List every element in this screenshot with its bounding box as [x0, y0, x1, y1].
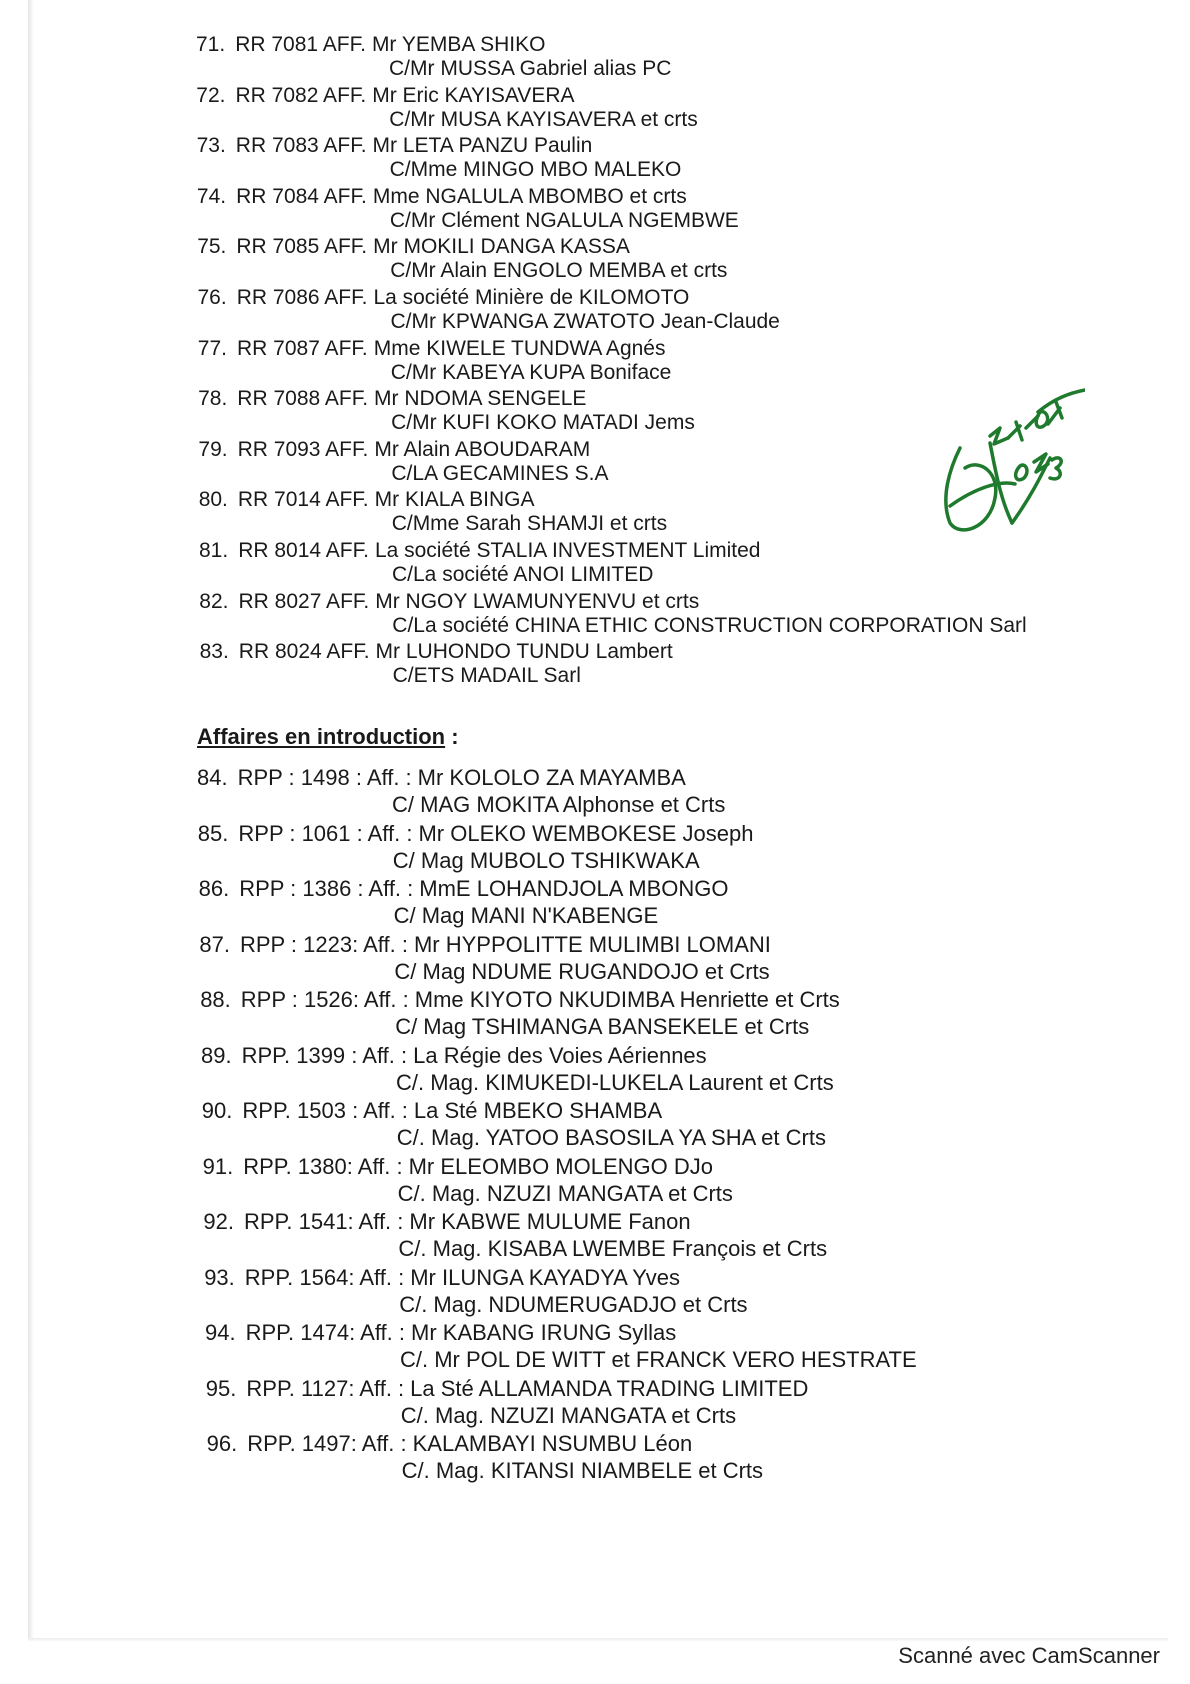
case-defendant: C/ Mag MUBOLO TSHIKWAKA	[392, 847, 700, 873]
case-defendant: C/Mr Clément NGALULA NGEMBWE	[389, 208, 739, 232]
case-number: 96.	[206, 1431, 238, 1456]
case-entry	[197, 134, 593, 158]
case-entry	[197, 766, 686, 790]
case-defendant: C/Mr MUSSA Gabriel alias PC	[389, 57, 672, 80]
case-number: 80.	[198, 488, 228, 512]
case-defendant: C/La société CHINA ETHIC CONSTRUCTION CORPORATION Sarl	[392, 613, 1027, 637]
case-entry	[206, 1377, 809, 1401]
case-plaintiff: Mr HYPPOLITTE MULIMBI LOMANI	[413, 931, 771, 957]
case-entry	[197, 235, 630, 259]
case-entry	[198, 286, 690, 310]
case-defendant: C/. Mag. NZUZI MANGATA et Crts	[400, 1402, 737, 1428]
case-plaintiff: Mr LETA PANZU Paulin	[372, 134, 593, 158]
case-defendant: C/ Mag TSHIMANGA BANSEKELE et Crts	[395, 1014, 810, 1039]
case-reference: RR 7086 AFF.	[236, 286, 368, 309]
case-plaintiff: La Sté ALLAMANDA TRADING LIMITED	[410, 1375, 809, 1401]
case-number: 83.	[199, 640, 229, 664]
case-number: 78.	[198, 387, 228, 411]
case-entry	[199, 933, 771, 957]
case-reference: RR 7082 AFF.	[235, 83, 367, 107]
case-plaintiff: Mr NDOMA SENGELE	[374, 387, 587, 411]
case-defendant: C/Mr Alain ENGOLO MEMBA et crts	[390, 259, 728, 283]
case-number: 81.	[199, 539, 229, 562]
case-defendant: C/ Mag MANI N'KABENGE	[393, 903, 659, 928]
scanner-watermark: Scanné avec CamScanner	[898, 1643, 1160, 1668]
case-reference: RPP : 1061 : Aff. :	[238, 820, 413, 846]
case-reference: RPP : 1386 : Aff. :	[239, 876, 414, 901]
case-number: 72.	[196, 83, 226, 107]
case-entry	[198, 438, 590, 462]
case-reference: RPP : 1223: Aff. :	[239, 931, 408, 957]
case-plaintiff: Mr KABANG IRUNG Syllas	[411, 1320, 677, 1345]
case-plaintiff: Mme KIWELE TUNDWA Agnés	[373, 336, 666, 360]
scan-bottom-edge-shadow	[28, 1638, 1168, 1642]
case-entry	[196, 84, 574, 108]
case-plaintiff: Mr Eric KAYISAVERA	[372, 83, 575, 107]
case-reference: RPP. 1497: Aff. :	[247, 1431, 407, 1456]
case-plaintiff: KALAMBAYI NSUMBU Léon	[412, 1431, 693, 1456]
case-entry	[197, 185, 687, 209]
case-defendant: C/. Mag. NZUZI MANGATA et Crts	[397, 1180, 733, 1206]
case-entry	[196, 33, 545, 57]
case-reference: RR 7083 AFF.	[235, 134, 367, 158]
case-number: 92.	[203, 1209, 234, 1234]
case-defendant: C/. Mag. KISABA LWEMBE François et Crts	[398, 1236, 828, 1261]
case-number: 88.	[200, 987, 231, 1012]
case-defendant: C/Mr KPWANGA ZWATOTO Jean-Claude	[390, 310, 780, 333]
case-plaintiff: La société Minière de KILOMOTO	[373, 286, 690, 309]
case-entry	[200, 988, 840, 1012]
case-number: 87.	[199, 931, 230, 957]
case-entry	[201, 1044, 707, 1068]
case-number: 89.	[201, 1042, 232, 1068]
case-entry	[200, 640, 673, 664]
case-defendant: C/. Mr POL DE WITT et FRANCK VERO HESTRATE	[400, 1347, 917, 1372]
case-entry	[203, 1155, 713, 1179]
case-reference: RR 7088 AFF.	[237, 387, 369, 411]
case-defendant: C/Mr KUFI KOKO MATADI Jems	[391, 411, 695, 435]
case-number: 85.	[197, 820, 229, 846]
case-number: 95.	[205, 1375, 237, 1401]
case-plaintiff: Mr Alain ABOUDARAM	[374, 437, 591, 461]
case-reference: RPP : 1526: Aff. :	[240, 987, 409, 1012]
case-reference: RPP. 1127: Aff. :	[246, 1375, 405, 1401]
case-plaintiff: MmE LOHANDJOLA MBONGO	[419, 876, 729, 901]
case-defendant: C/ MAG MOKITA Alphonse et Crts	[392, 792, 726, 817]
case-entry	[205, 1321, 676, 1345]
case-reference: RR 7014 AFF.	[237, 488, 369, 512]
section-heading-introduction: Affaires en introduction :	[197, 724, 459, 749]
case-entry	[199, 590, 699, 614]
case-reference: RPP. 1399 : Aff. :	[241, 1042, 408, 1068]
case-number: 86.	[198, 876, 230, 901]
case-number: 75.	[197, 235, 227, 259]
case-plaintiff: Mr KOLOLO ZA MAYAMBA	[417, 765, 686, 790]
case-reference: RR 8027 AFF.	[238, 589, 370, 613]
case-plaintiff: Mr LUHONDO TUNDU Lambert	[375, 640, 673, 664]
case-entry	[198, 337, 666, 361]
case-defendant: C/ETS MADAIL Sarl	[392, 664, 581, 688]
scan-left-edge-shadow	[28, 0, 34, 1640]
case-entry	[198, 822, 754, 846]
case-reference: RPP. 1380: Aff. :	[243, 1153, 403, 1179]
case-plaintiff: Mr ILUNGA KAYADYA Yves	[410, 1264, 681, 1290]
case-plaintiff: Mr YEMBA SHIKO	[371, 33, 546, 56]
case-number: 93.	[204, 1264, 235, 1290]
case-defendant: C/. Mag. KITANSI NIAMBELE et Crts	[401, 1458, 764, 1483]
case-defendant: C/Mme Sarah SHAMJI et crts	[391, 512, 668, 536]
case-plaintiff: La Régie des Voies Aériennes	[413, 1042, 707, 1068]
case-reference: RR 7085 AFF.	[236, 235, 368, 259]
case-plaintiff: Mr KIALA BINGA	[374, 488, 535, 512]
case-number: 91.	[202, 1153, 234, 1179]
case-entry	[199, 877, 729, 901]
case-defendant: C/ Mag NDUME RUGANDOJO et Crts	[394, 958, 770, 984]
case-defendant: C/La société ANOI LIMITED	[392, 563, 654, 586]
case-plaintiff: La Sté MBEKO SHAMBA	[413, 1098, 663, 1123]
signature-drawing	[920, 388, 1085, 538]
case-entry	[202, 1099, 662, 1123]
case-defendant: C/Mr KABEYA KUPA Boniface	[390, 360, 672, 384]
case-number: 76.	[197, 286, 227, 309]
case-reference: RR 7084 AFF.	[236, 184, 367, 208]
case-number: 84.	[197, 765, 228, 790]
case-defendant: C/LA GECAMINES S.A	[391, 461, 609, 485]
case-reference: RR 7087 AFF.	[237, 336, 368, 360]
case-reference: RR 7081 AFF.	[235, 33, 366, 56]
case-defendant: C/Mr MUSA KAYISAVERA et crts	[389, 107, 698, 131]
case-entry	[198, 387, 586, 411]
case-reference: RPP : 1498 : Aff. :	[237, 765, 412, 790]
case-reference: RR 8024 AFF.	[238, 640, 370, 664]
case-entry	[207, 1432, 693, 1456]
case-plaintiff: Mr NGOY LWAMUNYENVU et crts	[375, 589, 700, 613]
case-reference: RR 7093 AFF.	[237, 437, 369, 461]
case-defendant: C/Mme MINGO MBO MALEKO	[389, 158, 682, 182]
handwritten-signature	[920, 388, 1085, 538]
case-plaintiff: La société STALIA INVESTMENT Limited	[374, 539, 761, 562]
case-entry	[204, 1266, 680, 1290]
case-number: 82.	[199, 589, 229, 613]
case-number: 71.	[196, 33, 226, 56]
case-entry	[203, 1210, 690, 1234]
case-entry	[199, 539, 760, 563]
case-reference: RPP. 1474: Aff. :	[245, 1320, 406, 1345]
case-reference: RPP. 1541: Aff. :	[243, 1209, 404, 1234]
case-number: 90.	[201, 1098, 233, 1123]
case-defendant: C/. Mag. YATOO BASOSILA YA SHA et Crts	[396, 1125, 826, 1150]
case-number: 77.	[197, 336, 227, 360]
case-number: 79.	[198, 437, 228, 461]
case-plaintiff: Mr MOKILI DANGA KASSA	[373, 235, 630, 259]
case-plaintiff: Mr ELEOMBO MOLENGO DJo	[408, 1153, 713, 1179]
case-plaintiff: Mr OLEKO WEMBOKESE Joseph	[418, 820, 754, 846]
case-plaintiff: Mr KABWE MULUME Fanon	[409, 1209, 691, 1234]
case-defendant: C/. Mag. KIMUKEDI-LUKELA Laurent et Crts	[396, 1069, 834, 1095]
case-number: 74.	[196, 184, 227, 208]
case-number: 94.	[205, 1320, 236, 1345]
case-plaintiff: Mme KIYOTO NKUDIMBA Henriette et Crts	[414, 987, 840, 1012]
case-number: 73.	[196, 134, 226, 158]
case-reference: RPP. 1503 : Aff. :	[242, 1098, 408, 1123]
case-reference: RPP. 1564: Aff. :	[244, 1264, 405, 1290]
case-reference: RR 8014 AFF.	[238, 539, 369, 562]
case-defendant: C/. Mag. NDUMERUGADJO et Crts	[399, 1291, 748, 1317]
case-entry	[199, 488, 535, 512]
case-plaintiff: Mme NGALULA MBOMBO et crts	[372, 184, 687, 208]
